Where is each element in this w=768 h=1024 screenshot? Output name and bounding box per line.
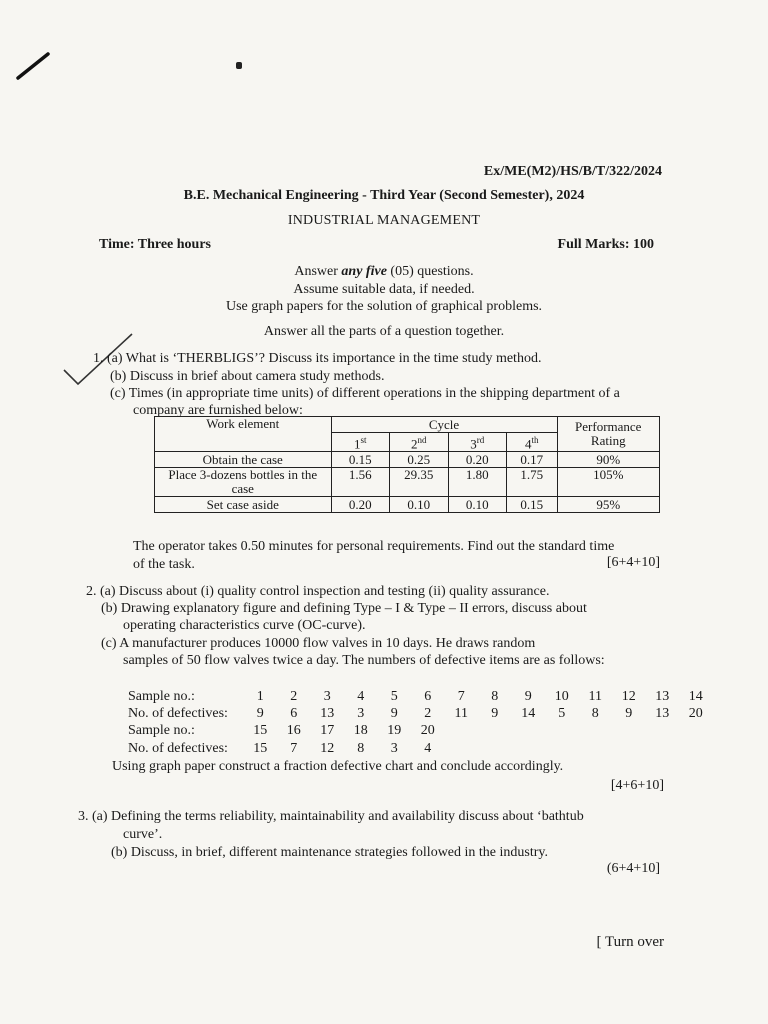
cell-rating: 90%: [557, 452, 659, 468]
sample-cell: 13: [655, 706, 670, 721]
sample-cell: 2: [290, 689, 298, 704]
sample-cell: 9: [625, 706, 633, 721]
q1-note-cont: of the task.: [133, 557, 195, 572]
sample-cell: 20: [420, 723, 435, 738]
sample-label: Sample no.:: [128, 723, 195, 738]
q1-part-a: 1. (a) What is ‘THERBLIGS’? Discuss its importance in the time study method.: [93, 351, 542, 366]
sample-cell: 16: [286, 723, 301, 738]
sample-cell: 15: [253, 723, 268, 738]
instruction-all-parts: Answer all the parts of a question together.: [263, 324, 505, 339]
sample-cell: 8: [591, 706, 599, 721]
pen-stroke-mark: [14, 46, 54, 86]
table-row: [155, 468, 660, 497]
work-element-table: [154, 416, 660, 513]
sample-cell: 18: [353, 723, 368, 738]
cell-value: 1.80: [448, 468, 506, 497]
turn-over-label: [ Turn over: [596, 934, 664, 950]
cell-value: 29.35: [389, 468, 448, 497]
q1-part-c-cont: company are furnished below:: [133, 403, 303, 418]
q2-part-a: 2. (a) Discuss about (i) quality control inspection and testing (ii) quality assurance.: [86, 584, 550, 599]
q3-part-a-cont: curve’.: [123, 827, 163, 842]
cell-rating: 95%: [557, 497, 659, 513]
instruction-text: (05) questions.: [386, 264, 474, 279]
q3-marks: (6+4+10]: [606, 861, 660, 876]
exam-code: Ex/ME(M2)/HS/B/T/322/2024: [483, 164, 662, 179]
cell-value: 0.17: [506, 452, 557, 468]
cell-value: 0.15: [506, 497, 557, 513]
sample-cell: 6: [424, 689, 432, 704]
sample-cell: 9: [491, 706, 499, 721]
th-performance-rating: Performance Rating: [557, 417, 659, 452]
cell-value: 0.20: [331, 497, 389, 513]
sample-cell: 3: [357, 706, 365, 721]
th-cycle-3: 3rd: [448, 433, 506, 452]
degree-line: B.E. Mechanical Engineering - Third Year (Second Semester), 2024: [183, 188, 585, 203]
q1-note: The operator takes 0.50 minutes for personal requirements. Find out the standard time: [133, 539, 615, 554]
sample-cell: 11: [454, 706, 468, 721]
q3-part-b: (b) Discuss, in brief, different maintenance strategies followed in the industry.: [111, 845, 548, 860]
q2-part-b-cont: operating characteristics curve (OC-curve).: [123, 618, 366, 633]
sample-cell: 19: [387, 723, 402, 738]
instruction-assume: Assume suitable data, if needed.: [293, 282, 475, 297]
defect-label: No. of defectives:: [128, 706, 228, 721]
sample-cell: 17: [320, 723, 335, 738]
sample-cell: 1: [256, 689, 264, 704]
instruction-answer-five: [0, 264, 768, 280]
subject-title: INDUSTRIAL MANAGEMENT: [287, 213, 481, 228]
q2-part-b: (b) Drawing explanatory figure and defining Type – I & Type – II errors, discuss about: [101, 601, 587, 616]
sample-cell: 2: [424, 706, 432, 721]
sample-cell: 4: [357, 689, 365, 704]
sample-cell: 4: [424, 741, 432, 756]
q2-marks: [4+6+10]: [610, 778, 664, 793]
sample-cell: 13: [320, 706, 335, 721]
sample-numbers: [244, 689, 713, 704]
th-cycle-2: 2nd: [389, 433, 448, 452]
sample-cell: 15: [253, 741, 268, 756]
cell-value: 0.10: [389, 497, 448, 513]
defect-counts: [244, 706, 713, 721]
full-marks-label: Full Marks: 100: [557, 237, 654, 252]
sample-cell: 3: [390, 741, 398, 756]
cell-value: 1.56: [331, 468, 389, 497]
cell-value: 0.20: [448, 452, 506, 468]
sample-numbers: [244, 723, 445, 738]
sample-cell: 8: [357, 741, 365, 756]
cell-value: 0.15: [331, 452, 389, 468]
sample-cell: 10: [554, 689, 569, 704]
sample-cell: 11: [588, 689, 602, 704]
sample-cell: 20: [688, 706, 703, 721]
cell-element: Place 3-dozens bottles in the case: [155, 468, 332, 497]
sample-cell: 14: [521, 706, 536, 721]
table-row: [155, 497, 660, 513]
sample-cell: 14: [688, 689, 703, 704]
sample-cell: 6: [290, 706, 298, 721]
table-row: [155, 452, 660, 468]
sample-cell: 8: [491, 689, 499, 704]
sample-cell: 13: [655, 689, 670, 704]
sample-cell: 12: [320, 741, 335, 756]
sample-cell: 12: [621, 689, 636, 704]
sample-cell: 5: [390, 689, 398, 704]
cell-element: Obtain the case: [155, 452, 332, 468]
q2-conclusion: Using graph paper construct a fraction defective chart and conclude accordingly.: [112, 759, 564, 774]
q3-part-a: 3. (a) Defining the terms reliability, maintainability and availability discuss about ‘bathtub: [78, 809, 584, 824]
cell-rating: 105%: [557, 468, 659, 497]
defect-counts: [244, 741, 445, 756]
sample-cell: 9: [524, 689, 532, 704]
th-cycle-1: 1st: [331, 433, 389, 452]
cell-value: 1.75: [506, 468, 557, 497]
cell-value: 0.10: [448, 497, 506, 513]
cell-value: 0.25: [389, 452, 448, 468]
sample-cell: 3: [323, 689, 331, 704]
ink-dot: [236, 62, 242, 69]
instruction-emphasis: any five: [341, 264, 387, 279]
time-label: Time: Three hours: [99, 237, 212, 252]
sample-row-2: [128, 722, 445, 740]
th-cycle: Cycle: [331, 417, 557, 433]
defect-label: No. of defectives:: [128, 741, 228, 756]
sample-cell: 9: [390, 706, 398, 721]
sample-row-1: [128, 688, 713, 706]
cell-element: Set case aside: [155, 497, 332, 513]
q1-part-c: (c) Times (in appropriate time units) of different operations in the shipping department of a: [110, 386, 620, 401]
th-cycle-4: 4th: [506, 433, 557, 452]
instruction-text: Answer: [294, 264, 342, 279]
sample-cell: 5: [558, 706, 566, 721]
q2-part-c-cont: samples of 50 flow valves twice a day. The numbers of defective items are as follows:: [123, 653, 605, 668]
sample-label: Sample no.:: [128, 689, 195, 704]
defect-row-2: [128, 740, 445, 758]
sample-cell: 7: [457, 689, 465, 704]
q1-part-b: (b) Discuss in brief about camera study methods.: [110, 369, 385, 384]
sample-cell: 9: [256, 706, 264, 721]
q1-marks: [6+4+10]: [606, 555, 660, 570]
sample-cell: 7: [290, 741, 298, 756]
th-work-element: Work element: [155, 417, 332, 452]
instruction-graph-paper: Use graph papers for the solution of graphical problems.: [225, 299, 543, 314]
q2-part-c: (c) A manufacturer produces 10000 flow valves in 10 days. He draws random: [101, 636, 536, 651]
defect-row-1: [128, 705, 713, 723]
